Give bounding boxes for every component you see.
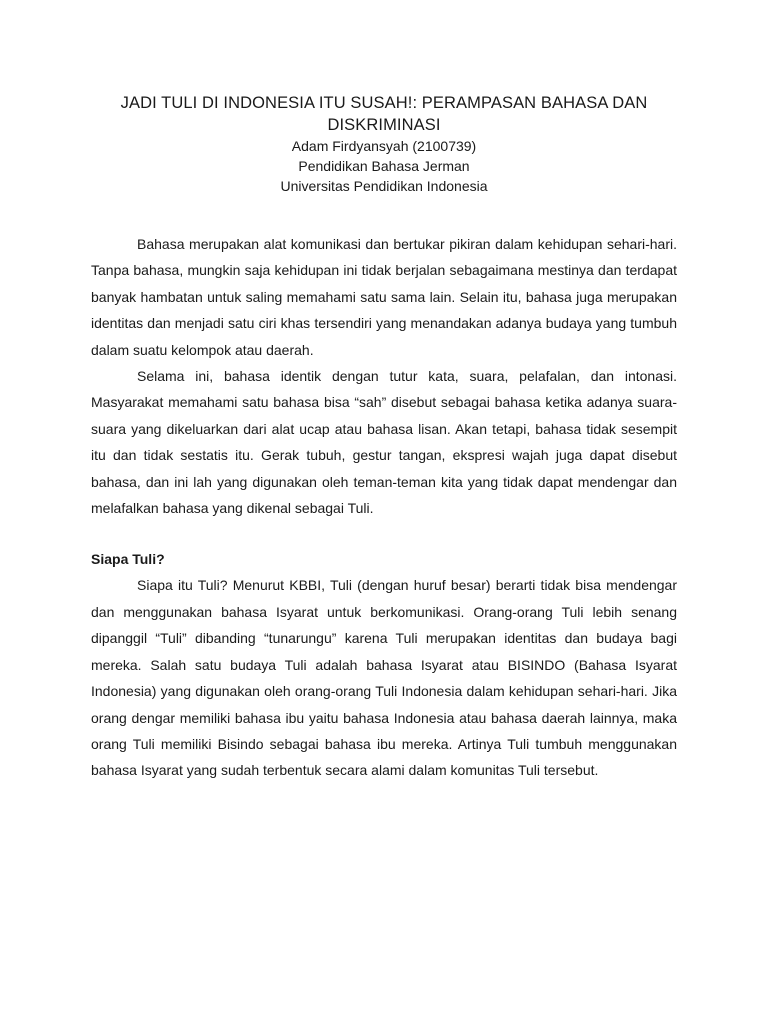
document-title: JADI TULI DI INDONESIA ITU SUSAH!: PERAMPASAN BAHASA DAN DISKRIMINASI bbox=[120, 94, 648, 134]
author-department: Pendidikan Bahasa Jerman bbox=[298, 158, 470, 174]
paragraph-language-identity: Selama ini, bahasa identik dengan tutur kata, suara, pelafalan, dan intonasi. Masyarakat memahami satu bahasa bisa “sah” disebut sebagai bahasa ketika adanya suara-suara yang dikeluarkan dari alat ucap atau bahasa lisan. Akan tetapi, bahasa tidak sesempit itu dan tidak sestatis itu. Gerak tubuh, gestur tangan, ekspresi wajah juga dapat disebut bahasa, dan ini lah yang digunakan oleh teman-teman kita yang tidak dapat mendengar dan melafalkan bahasa yang dikenal sebagai Tuli. bbox=[91, 368, 677, 517]
document-body bbox=[91, 231, 677, 784]
paragraph-siapa-tuli: Siapa itu Tuli? Menurut KBBI, Tuli (dengan huruf besar) berarti tidak bisa mendengar dan menggunakan bahasa Isyarat untuk berkomunikasi. Orang-orang Tuli lebih senang dipanggil “Tuli” dibanding “tunarungu” karena Tuli merupakan identitas dan budaya bagi mereka. Salah satu budaya Tuli adalah bahasa Isyarat atau BISINDO (Bahasa Isyarat Indonesia) yang digunakan oleh orang-orang Tuli Indonesia dalam kehidupan sehari-hari. Jika orang dengar memiliki bahasa ibu yaitu bahasa Indonesia atau bahasa daerah lainnya, maka orang Tuli memiliki Bisindo sebagai bahasa ibu mereka. Artinya Tuli tumbuh menggunakan bahasa Isyarat yang sudah terbentuk secara alami dalam komunitas Tuli tersebut. bbox=[91, 577, 677, 779]
section-heading: Siapa Tuli? bbox=[91, 551, 165, 568]
author-name: Adam Firdyansyah (2100739) bbox=[291, 138, 477, 154]
paragraph-intro: Bahasa merupakan alat komunikasi dan bertukar pikiran dalam kehidupan sehari-hari. Tanpa bahasa, mungkin saja kehidupan ini tidak berjalan sebagaimana mestinya dan terdapat banyak hambatan untuk saling memahami satu sama lain. Selain itu, bahasa juga merupakan identitas dan menjadi satu ciri khas tersendiri yang menandakan adanya budaya yang tumbuh dalam suatu kelompok atau daerah. bbox=[91, 236, 677, 358]
author-university: Universitas Pendidikan Indonesia bbox=[280, 178, 488, 194]
author-block bbox=[91, 136, 677, 196]
